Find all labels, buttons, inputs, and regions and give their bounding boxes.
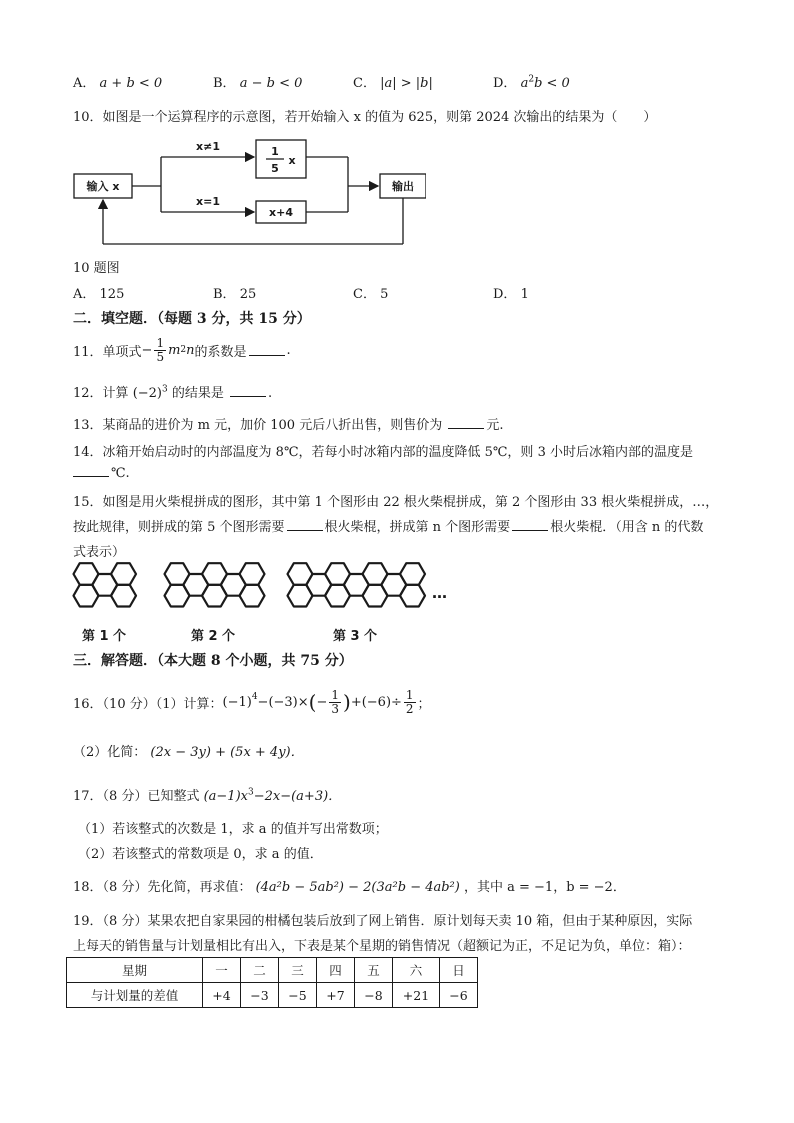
q11-end: . <box>286 342 291 358</box>
table-row-label: 与计划量的差值 <box>67 983 203 1008</box>
q11-prefix: 11．单项式 <box>73 344 142 360</box>
q16-part2 <box>73 741 304 760</box>
option-expr: a + b < 0 <box>99 76 163 91</box>
q19-line1: 19．（8 分）某果农把自家果园的柑橘包装后放到了网上销售．原计划每天卖 10 箱，但由于某种原因，实际 <box>73 914 693 929</box>
q16-p2-expr: (2x − 3y) + (5x + 4y)． <box>150 745 304 760</box>
q9-option-b <box>213 72 302 91</box>
option-label: D． <box>493 287 517 302</box>
frac-numerator: 1 <box>271 145 279 158</box>
q11-fraction <box>154 337 166 364</box>
q15-hexagon-figures <box>66 560 466 648</box>
q15-line1: 15．如图是用火柴棍拼成的图形，其中第 1 个图形由 22 根火柴棍拼成，第 2 个图形由 33 根火柴棍拼成，…， <box>73 495 719 510</box>
q11-var2: n <box>186 342 195 358</box>
table-cell: −5 <box>279 983 317 1008</box>
option-expr-sup: 2 <box>528 74 535 85</box>
table-header-cell: 五 <box>355 958 393 983</box>
input-label: 输入 x <box>86 180 120 193</box>
q13-text: 13．某商品的进价为 m 元，加价 100 元后八折出售，则售价为 <box>73 418 443 433</box>
q16-f2-num: 1 <box>405 687 414 702</box>
q10-option-a <box>73 283 124 302</box>
q10-caption: 10 题图 <box>73 261 120 276</box>
answer-blank[interactable] <box>448 418 484 429</box>
option-label: A． <box>73 287 96 302</box>
q12-suffix: 的结果是 <box>171 386 224 401</box>
table-cell: +7 <box>317 983 355 1008</box>
option-expr-base: a <box>520 76 529 91</box>
table-header-cell: 日 <box>440 958 478 983</box>
table-header-cell: 星期 <box>67 958 203 983</box>
q16-f2-den: 2 <box>405 701 414 716</box>
q11-den: 5 <box>156 349 165 364</box>
table-cell: −8 <box>355 983 393 1008</box>
option-label: C． <box>353 287 376 302</box>
figure-ellipsis: … <box>432 584 447 602</box>
table-header-cell: 六 <box>393 958 440 983</box>
q17-expr-b: −2x−(a+3)． <box>253 789 342 804</box>
q17-prefix: 17．（8 分）已知整式 <box>73 789 200 804</box>
q10-option-b <box>213 283 256 302</box>
q11-num: 1 <box>156 335 165 350</box>
answer-blank-nth[interactable] <box>512 520 548 531</box>
q14-end: ℃. <box>111 466 130 481</box>
add-op: x+4 <box>269 206 293 219</box>
q18-suffix: ，其中 a = −1，b = −2． <box>463 880 626 895</box>
option-label: D． <box>493 76 517 91</box>
q10-option-c <box>353 283 388 302</box>
q11-neg: − <box>141 342 153 358</box>
option-value: 25 <box>239 287 257 302</box>
q9-option-c <box>353 72 433 91</box>
answer-blank[interactable] <box>73 466 109 477</box>
q16-expr-a: (−1) <box>222 694 252 710</box>
q9-option-d <box>493 72 570 91</box>
q12-sup: 3 <box>162 384 168 395</box>
q12-prefix: 12．计算 <box>73 386 129 401</box>
table-header-cell: 一 <box>203 958 241 983</box>
option-label: B． <box>213 287 236 302</box>
option-expr-rest: b < 0 <box>534 76 570 91</box>
q16-f1-den: 3 <box>331 701 339 716</box>
option-expr: |a| > |b| <box>380 76 433 91</box>
q10-stem: 10．如图是一个运算程序的示意图，若开始输入 x 的值为 625，则第 2024 次输出的结果为（ ） <box>73 110 657 125</box>
q11: 11．单项式 − $\frac{1}{5}$ m 2 n 的系数是 . <box>73 335 291 364</box>
option-label: C． <box>353 76 376 91</box>
q15-line3: 式表示） <box>73 545 126 560</box>
answer-blank-5th[interactable] <box>287 520 323 531</box>
sales-table <box>66 957 478 1008</box>
q14-line1: 14．冰箱开始启动时的内部温度为 8℃，若每小时冰箱内部的温度降低 5℃，则 3 小时后冰箱内部的温度是 <box>73 445 693 460</box>
q17-part2: （2）若该整式的常数项是 0，求 a 的值． <box>78 847 323 862</box>
q13 <box>73 414 504 433</box>
q19-line2: 上每天的销售量与计划量相比有出入，下表是某个星期的销售情况（超额记为正，不足记为负，单位：箱）： <box>73 939 691 954</box>
answer-blank[interactable] <box>230 386 266 397</box>
q10-option-d <box>493 283 529 302</box>
q15-line2b: 根火柴棍，拼成第 n 个图形需要 <box>324 520 511 535</box>
frac-denominator: 5 <box>271 162 279 175</box>
q16-expr-c: +(−6)÷ <box>350 694 402 710</box>
hexagon <box>400 585 425 607</box>
q12-base: (−2) <box>132 386 162 401</box>
q11-suffix: 的系数是 <box>194 344 247 360</box>
condition-bottom: x=1 <box>196 195 220 208</box>
q12 <box>73 382 272 401</box>
output-label: 输出 <box>392 180 414 193</box>
figure-label-2: 第 2 个 <box>190 629 236 644</box>
q17-expr-a: (a−1)x <box>203 789 248 804</box>
q15-line2c: 根火柴棍．（用含 n 的代数 <box>550 520 704 535</box>
option-value: 5 <box>380 287 389 302</box>
q18 <box>73 876 626 895</box>
table-cell: +4 <box>203 983 241 1008</box>
option-label: B． <box>213 76 236 91</box>
q17-part1: （1）若该整式的次数是 1，求 a 的值并写出常数项； <box>78 822 388 837</box>
q14-line2 <box>73 466 130 481</box>
option-label: A． <box>73 76 96 91</box>
figure-label-3: 第 3 个 <box>332 629 378 644</box>
table-header-row <box>67 958 478 983</box>
q11-var: m <box>168 342 181 358</box>
section-2-heading: 二．填空题．（每题 3 分，共 15 分） <box>73 311 311 327</box>
q18-prefix: 18．（8 分）先化简，再求值： <box>73 880 252 895</box>
q16-p2-prefix: （2）化简： <box>73 745 147 760</box>
q12-end: . <box>268 386 273 401</box>
q15-line2 <box>73 516 703 535</box>
q16-p1-prefix: 16．（10 分）（1）计算： <box>73 696 223 712</box>
condition-top: x≠1 <box>196 140 220 153</box>
option-value: 125 <box>99 287 125 302</box>
hexagon <box>240 563 265 585</box>
q16-expr-b: −(−3)× <box>257 694 309 710</box>
hexagon <box>111 563 136 585</box>
q13-end: 元. <box>486 418 504 433</box>
frac-variable: x <box>288 154 296 167</box>
option-expr: a − b < 0 <box>239 76 303 91</box>
q15-line2a: 按此规律，则拼成的第 5 个图形需要 <box>73 520 285 535</box>
table-cell: −3 <box>241 983 279 1008</box>
option-value: 1 <box>520 287 529 302</box>
table-header-cell: 三 <box>279 958 317 983</box>
hexagon <box>240 585 265 607</box>
table-header-cell: 四 <box>317 958 355 983</box>
section-3-heading: 三．解答题．（本大题 8 个小题，共 75 分） <box>73 653 353 669</box>
q16-f1-num: 1 <box>331 687 339 702</box>
figure-label-1: 第 1 个 <box>81 629 127 644</box>
hexagon <box>111 585 136 607</box>
q18-expr: (4a²b − 5ab²) − 2(3a²b − 4ab²) <box>255 880 460 895</box>
table-cell: +21 <box>393 983 440 1008</box>
q10-flowchart <box>66 128 426 250</box>
answer-blank[interactable] <box>249 345 285 356</box>
q17-sup: 3 <box>247 787 254 798</box>
table-row <box>67 983 478 1008</box>
table-header-cell: 二 <box>241 958 279 983</box>
q16-fraction-1 <box>329 689 341 716</box>
q16-end: ； <box>417 696 431 712</box>
q9-option-a <box>73 72 162 91</box>
q16-part1: 16．（10 分）（1）计算： (−1) 4 −(−3)× ( − $\frac{1}{3}$ ) +(−6)÷ $\frac{1}{2}$ ； <box>73 687 431 716</box>
q16-fraction-2 <box>404 689 416 716</box>
hexagon <box>400 563 425 585</box>
table-cell: −6 <box>440 983 478 1008</box>
q17-stem <box>73 785 341 804</box>
